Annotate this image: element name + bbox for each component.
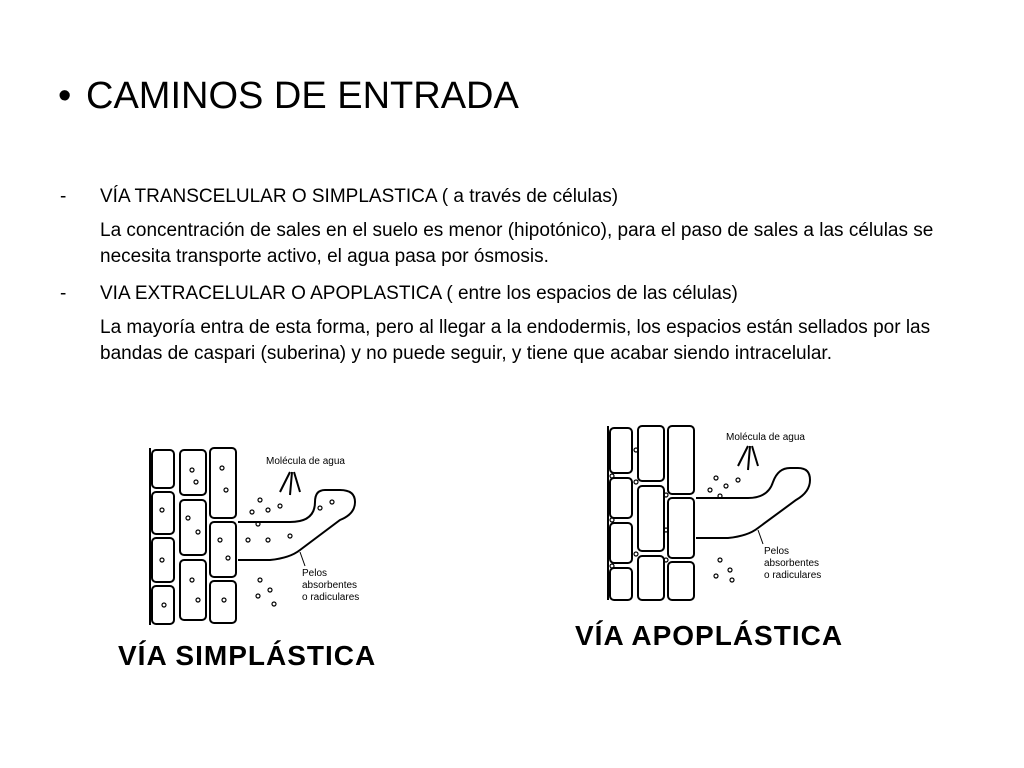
apoplastic-hairs-label-2: absorbentes: [764, 558, 820, 569]
apoplastic-diagram: [598, 420, 838, 605]
apoplastic-water-label: Molécula de agua: [726, 432, 805, 443]
item-1-paragraph: La concentración de sales en el suelo es menor (hipotónico), para el paso de sales a las células se necesita transporte activo, el agua pasa por ósmosis.: [100, 220, 934, 267]
simplastic-diagram: [140, 440, 380, 630]
item-1-marker: -: [60, 186, 67, 207]
title-text: CAMINOS DE ENTRADA: [86, 75, 519, 117]
title-bullet: •: [58, 75, 72, 117]
item-2-heading: [60, 283, 738, 305]
simplastic-hairs-label-1: Pelos: [302, 568, 328, 579]
item-2-heading-text: VIA EXTRACELULAR O APOPLASTICA ( entre los espacios de las células): [100, 283, 738, 304]
item-1-heading: [60, 186, 618, 208]
simplastic-water-label: Molécula de agua: [266, 456, 345, 467]
apoplastic-caption: VÍA APOPLÁSTICA: [575, 620, 844, 651]
apoplastic-hairs-label-3: o radiculares: [764, 570, 822, 581]
apoplastic-hairs-label-1: Pelos: [764, 546, 790, 557]
slide-title: [58, 74, 519, 118]
item-2-paragraph: La mayoría entra de esta forma, pero al llegar a la endodermis, los espacios están sellados por las bandas de caspari (suberina) y no puede seguir, y tiene que acabar siendo intracelular.: [100, 317, 931, 364]
item-1-heading-text: VÍA TRANSCELULAR O SIMPLASTICA ( a través de células): [100, 186, 619, 207]
simplastic-hairs-label-2: absorbentes: [302, 580, 358, 591]
simplastic-caption: VÍA SIMPLÁSTICA: [118, 640, 377, 671]
simplastic-hairs-label-3: o radiculares: [302, 592, 360, 603]
item-2-marker: -: [60, 283, 67, 304]
